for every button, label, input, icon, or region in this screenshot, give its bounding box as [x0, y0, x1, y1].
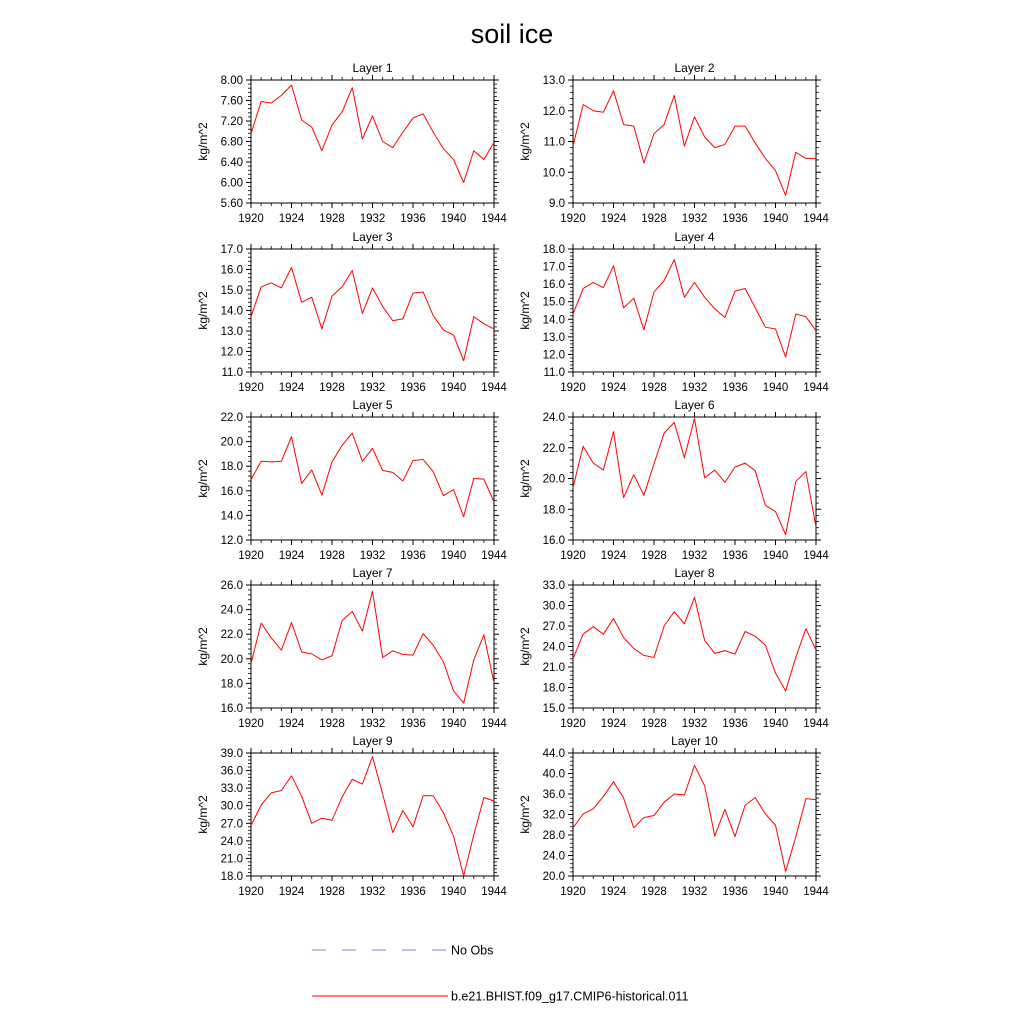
x-tick-label: 1940: [440, 886, 467, 898]
y-tick-label: 14.0: [220, 510, 243, 523]
x-tick-label: 1932: [359, 382, 386, 394]
x-tick-label: 1928: [641, 886, 667, 898]
panel-layer-4: [518, 230, 829, 394]
y-tick-label: 24.0: [542, 850, 565, 863]
series-line: [251, 433, 494, 517]
y-axis-label: kg/m^2: [196, 795, 210, 834]
y-tick-label: 32.0: [542, 809, 565, 822]
x-tick-label: 1920: [238, 213, 264, 225]
y-tick-label: 16.0: [542, 279, 565, 292]
y-tick-label: 18.0: [542, 504, 565, 517]
y-tick-label: 33.0: [220, 783, 243, 796]
y-tick-label: 33.0: [542, 580, 565, 592]
y-tick-label: 21.0: [542, 662, 565, 674]
x-tick-label: 1940: [440, 718, 467, 730]
x-tick-label: 1936: [722, 382, 748, 394]
y-tick-label: 14.0: [220, 305, 243, 318]
x-tick-label: 1936: [722, 718, 748, 730]
panel-layer-6: [518, 398, 829, 562]
x-tick-label: 1928: [319, 213, 345, 225]
x-tick-label: 1940: [762, 213, 789, 225]
plot-frame: [573, 753, 816, 876]
y-tick-label: 24.0: [220, 604, 243, 617]
y-tick-label: 22.0: [542, 442, 565, 455]
x-tick-label: 1928: [319, 718, 345, 730]
x-tick-label: 1920: [560, 718, 586, 730]
y-tick-label: 24.0: [220, 835, 243, 848]
y-tick-label: 30.0: [220, 800, 243, 813]
panel-title: Layer 3: [352, 230, 393, 244]
y-axis-label: kg/m^2: [518, 627, 532, 666]
panel-title: Layer 4: [674, 230, 715, 244]
y-tick-label: 13.0: [542, 331, 565, 344]
panel-layer-1: [196, 61, 507, 225]
series-line: [251, 267, 494, 360]
legend-model-label: b.e21.BHIST.f09_g17.CMIP6-historical.011: [451, 989, 689, 1004]
panel-title: Layer 9: [352, 734, 393, 748]
x-tick-label: 1924: [600, 886, 627, 898]
x-tick-label: 1936: [400, 718, 426, 730]
x-tick-label: 1932: [359, 213, 386, 225]
y-tick-label: 6.80: [220, 136, 243, 149]
x-tick-label: 1932: [359, 886, 386, 898]
y-tick-label: 36.0: [220, 765, 243, 778]
x-tick-label: 1928: [319, 886, 345, 898]
x-tick-label: 1920: [238, 550, 264, 562]
x-tick-label: 1940: [440, 382, 467, 394]
x-tick-label: 1940: [762, 550, 789, 562]
y-tick-label: 15.0: [542, 703, 565, 715]
y-tick-label: 27.0: [542, 621, 565, 633]
plot-frame: [573, 249, 816, 372]
y-tick-label: 30.0: [542, 600, 565, 613]
series-line: [573, 597, 816, 691]
y-tick-label: 36.0: [542, 789, 565, 801]
x-tick-label: 1920: [238, 886, 264, 898]
x-tick-label: 1944: [803, 213, 829, 225]
y-tick-label: 13.0: [220, 326, 243, 338]
x-tick-label: 1928: [319, 382, 345, 394]
y-tick-label: 12.0: [220, 535, 243, 547]
x-tick-label: 1940: [440, 550, 467, 562]
series-line: [251, 591, 494, 703]
y-tick-label: 11.0: [543, 367, 565, 379]
legend-no-obs-label: No Obs: [451, 943, 494, 958]
x-tick-label: 1924: [278, 382, 305, 394]
x-tick-label: 1944: [481, 886, 507, 898]
y-tick-label: 5.60: [220, 198, 243, 210]
x-tick-label: 1924: [278, 886, 305, 898]
panel-title: Layer 6: [674, 398, 715, 412]
x-tick-label: 1920: [560, 550, 586, 562]
y-tick-label: 28.0: [542, 830, 565, 842]
plot-frame: [251, 249, 494, 372]
x-tick-label: 1928: [641, 382, 667, 394]
panel-layer-3: [196, 230, 507, 394]
y-tick-label: 12.0: [542, 349, 565, 362]
y-tick-label: 18.0: [220, 461, 243, 474]
x-tick-label: 1944: [803, 718, 829, 730]
figure-title: soil ice: [470, 19, 554, 49]
y-tick-label: 16.0: [220, 703, 243, 715]
x-tick-label: 1928: [641, 718, 667, 730]
y-tick-label: 18.0: [220, 678, 243, 691]
y-tick-label: 13.0: [542, 75, 565, 87]
panel-title: Layer 10: [671, 734, 718, 748]
y-tick-label: 16.0: [220, 264, 243, 277]
y-tick-label: 20.0: [542, 473, 565, 486]
y-axis-label: kg/m^2: [196, 627, 210, 666]
x-tick-label: 1920: [560, 213, 586, 225]
x-tick-label: 1944: [803, 382, 829, 394]
x-tick-label: 1936: [722, 550, 748, 562]
y-tick-label: 20.0: [220, 653, 243, 666]
x-tick-label: 1944: [481, 382, 507, 394]
plot-frame: [251, 417, 494, 540]
y-tick-label: 22.0: [220, 629, 243, 642]
x-tick-label: 1924: [278, 718, 305, 730]
x-tick-label: 1924: [600, 213, 627, 225]
y-axis-label: kg/m^2: [518, 291, 532, 330]
x-tick-label: 1924: [600, 718, 627, 730]
x-tick-label: 1932: [681, 213, 708, 225]
y-axis-label: kg/m^2: [518, 795, 532, 834]
y-tick-label: 27.0: [220, 818, 243, 831]
x-tick-label: 1928: [641, 550, 667, 562]
x-tick-label: 1920: [560, 886, 586, 898]
x-tick-label: 1940: [762, 886, 789, 898]
panel-title: Layer 5: [352, 398, 393, 412]
y-tick-label: 12.0: [542, 105, 565, 118]
panel-title: Layer 7: [352, 566, 393, 580]
y-tick-label: 40.0: [542, 768, 565, 781]
y-tick-label: 14.0: [542, 314, 565, 327]
y-axis-label: kg/m^2: [518, 122, 532, 161]
x-tick-label: 1924: [600, 382, 627, 394]
y-tick-label: 39.0: [220, 748, 243, 760]
x-tick-label: 1932: [681, 382, 708, 394]
x-tick-label: 1932: [359, 718, 386, 730]
y-tick-label: 16.0: [220, 485, 243, 498]
y-tick-label: 16.0: [542, 535, 565, 547]
panel-layer-9: [196, 734, 507, 898]
y-tick-label: 22.0: [220, 412, 243, 424]
legend: [312, 944, 688, 1004]
x-tick-label: 1944: [803, 886, 829, 898]
x-tick-label: 1940: [440, 213, 467, 225]
x-tick-label: 1932: [681, 550, 708, 562]
y-tick-label: 8.00: [220, 75, 243, 87]
x-tick-label: 1944: [481, 213, 507, 225]
x-tick-label: 1944: [803, 550, 829, 562]
chart-panels: [196, 61, 829, 898]
y-tick-label: 17.0: [542, 261, 565, 274]
y-tick-label: 9.0: [549, 198, 565, 210]
panel-layer-8: [518, 566, 829, 730]
y-tick-label: 6.00: [220, 177, 243, 190]
y-tick-label: 26.0: [220, 580, 243, 592]
series-line: [573, 765, 816, 871]
y-tick-label: 11.0: [221, 367, 243, 379]
x-tick-label: 1936: [400, 886, 426, 898]
y-tick-label: 6.40: [220, 157, 243, 169]
x-tick-label: 1936: [400, 382, 426, 394]
panel-layer-5: [196, 398, 507, 562]
x-tick-label: 1932: [359, 550, 386, 562]
panel-layer-7: [196, 566, 507, 730]
y-tick-label: 7.20: [220, 116, 243, 128]
y-tick-label: 21.0: [220, 853, 243, 866]
y-axis-label: kg/m^2: [196, 122, 210, 161]
panel-title: Layer 1: [352, 61, 393, 75]
plot-frame: [251, 80, 494, 203]
series-line: [251, 85, 494, 182]
x-tick-label: 1932: [681, 718, 708, 730]
y-tick-label: 10.0: [542, 167, 565, 180]
x-tick-label: 1924: [278, 213, 305, 225]
panel-layer-2: [518, 61, 829, 225]
panel-layer-10: [518, 734, 829, 898]
x-tick-label: 1940: [762, 718, 789, 730]
x-tick-label: 1936: [722, 886, 748, 898]
y-tick-label: 7.60: [220, 95, 243, 108]
y-tick-label: 18.0: [220, 871, 243, 883]
y-tick-label: 24.0: [542, 641, 565, 654]
x-tick-label: 1928: [319, 550, 345, 562]
x-tick-label: 1920: [238, 718, 264, 730]
y-tick-label: 15.0: [220, 285, 243, 297]
y-tick-label: 44.0: [542, 748, 565, 760]
panel-title: Layer 8: [674, 566, 715, 580]
y-tick-label: 18.0: [542, 682, 565, 695]
x-tick-label: 1944: [481, 550, 507, 562]
x-tick-label: 1920: [238, 382, 264, 394]
series-line: [251, 757, 494, 876]
plot-frame: [251, 753, 494, 876]
y-tick-label: 20.0: [542, 871, 565, 883]
series-line: [573, 260, 816, 358]
x-tick-label: 1924: [600, 550, 627, 562]
y-axis-label: kg/m^2: [196, 459, 210, 498]
plot-frame: [251, 585, 494, 708]
x-tick-label: 1932: [681, 886, 708, 898]
y-axis-label: kg/m^2: [518, 459, 532, 498]
x-tick-label: 1936: [400, 550, 426, 562]
x-tick-label: 1920: [560, 382, 586, 394]
y-tick-label: 12.0: [220, 346, 243, 359]
x-tick-label: 1928: [641, 213, 667, 225]
y-tick-label: 18.0: [542, 244, 565, 256]
x-tick-label: 1936: [400, 213, 426, 225]
y-tick-label: 15.0: [542, 296, 565, 309]
x-tick-label: 1940: [762, 382, 789, 394]
x-tick-label: 1944: [481, 718, 507, 730]
x-tick-label: 1936: [722, 213, 748, 225]
y-tick-label: 17.0: [220, 244, 243, 256]
series-line: [573, 419, 816, 535]
x-tick-label: 1924: [278, 550, 305, 562]
panel-title: Layer 2: [674, 61, 715, 75]
y-tick-label: 24.0: [542, 412, 565, 424]
y-tick-label: 20.0: [220, 436, 243, 449]
y-tick-label: 11.0: [543, 136, 565, 149]
y-axis-label: kg/m^2: [196, 291, 210, 330]
series-line: [573, 91, 816, 196]
plot-frame: [573, 585, 816, 708]
